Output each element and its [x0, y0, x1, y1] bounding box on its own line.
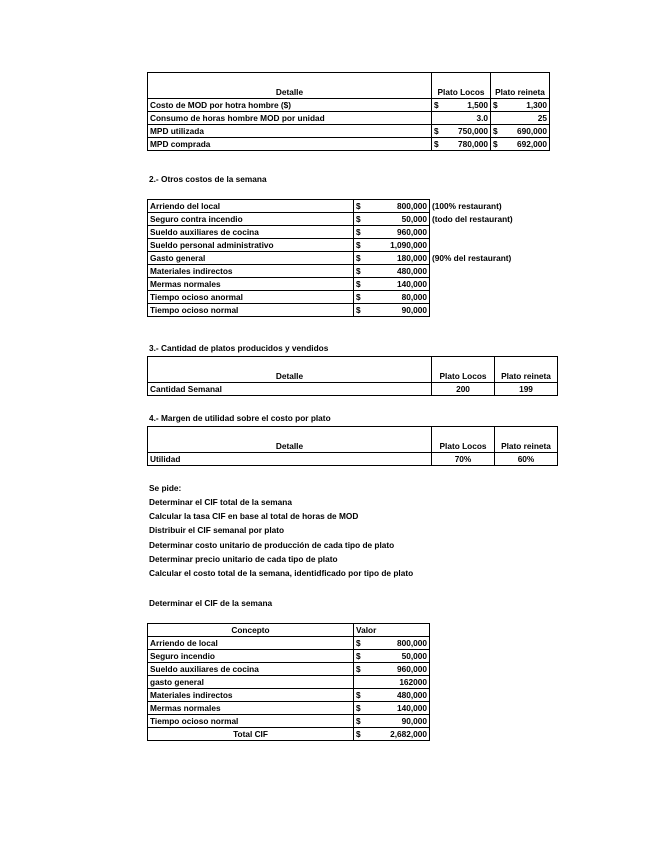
task-item: Determinar el CIF total de la semana: [149, 497, 292, 507]
table-row: Mermas normales $ 140,000: [148, 278, 540, 291]
table-row: Sueldo personal administrativo $ 1,090,000: [148, 239, 540, 252]
other-costs-table: [147, 199, 540, 317]
cif-table: [147, 623, 430, 741]
quantity-table: [147, 356, 558, 396]
table-row: MPD comprada $ 780,000 $ 692,000: [148, 138, 550, 151]
table-row: Sueldo auxiliares de cocina $ 960,000: [148, 663, 430, 676]
task-item: Calcular el costo total de la semana, identidficado por tipo de plato: [149, 568, 414, 578]
plato-locos-header: Plato Locos: [432, 427, 495, 453]
detail-header: Detalle: [148, 73, 432, 99]
table-row: MPD utilizada $ 750,000 $ 690,000: [148, 125, 550, 138]
table-row: Tiempo ocioso normal $ 90,000: [148, 304, 540, 317]
task-item: Distribuir el CIF semanal por plato: [149, 525, 285, 535]
total-cif-amount: 2,682,000: [367, 728, 430, 741]
table-row: Materiales indirectos $ 480,000: [148, 265, 540, 278]
table-row: Seguro contra incendio $ 50,000 (todo del restaurant): [148, 213, 540, 226]
plato-locos-header: Plato Locos: [432, 73, 491, 99]
table-row: Consumo de horas hombre MOD por unidad 3.0 25: [148, 112, 550, 125]
plato-reineta-header: Plato reineta: [495, 357, 558, 383]
total-row: Total CIF $ 2,682,000: [148, 728, 430, 741]
task-item: Calcular la tasa CIF en base al total de horas de MOD: [149, 511, 359, 521]
table-row: Seguro incendio $ 50,000: [148, 650, 430, 663]
plato-reineta-header: Plato reineta: [491, 73, 550, 99]
margin-table: [147, 426, 558, 466]
concepto-header: Concepto: [148, 624, 354, 637]
table-row: Costo de MOD por hotra hombre ($) $ 1,500 $ 1,300: [148, 99, 550, 112]
table-row: Cantidad Semanal 200 199: [148, 383, 558, 396]
table-row: Materiales indirectos $ 480,000: [148, 689, 430, 702]
table-row: Arriendo de local $ 800,000: [148, 637, 430, 650]
table-row: Gasto general $ 180,000 (90% del restaurant): [148, 252, 540, 265]
valor-header: Valor: [354, 624, 430, 637]
table-row: Arriendo del local $ 800,000 (100% restaurant): [148, 200, 540, 213]
plato-locos-header: Plato Locos: [432, 357, 495, 383]
section2-title: 2.- Otros costos de la semana: [149, 174, 267, 184]
tasks-title: Se pide:: [149, 483, 182, 493]
table-row: Tiempo ocioso normal $ 90,000: [148, 715, 430, 728]
task-item: Determinar precio unitario de cada tipo de plato: [149, 554, 338, 564]
section4-title: 4.- Margen de utilidad sobre el costo por plato: [149, 413, 331, 423]
detail-table: [147, 72, 550, 151]
cif-title: Determinar el CIF de la semana: [149, 598, 273, 608]
total-cif-label: Total CIF: [148, 728, 354, 741]
section3-title: 3.- Cantidad de platos producidos y vendidos: [149, 343, 329, 353]
table-row: Tiempo ocioso anormal $ 80,000: [148, 291, 540, 304]
table-row: Mermas normales $ 140,000: [148, 702, 430, 715]
plato-reineta-header: Plato reineta: [495, 427, 558, 453]
detail-header: Detalle: [148, 357, 432, 383]
detail-header: Detalle: [148, 427, 432, 453]
task-item: Determinar costo unitario de producción de cada tipo de plato: [149, 540, 395, 550]
table-row: Sueldo auxiliares de cocina $ 960,000: [148, 226, 540, 239]
table-row: gasto general 162000: [148, 676, 430, 689]
table-row: Utilidad 70% 60%: [148, 453, 558, 466]
